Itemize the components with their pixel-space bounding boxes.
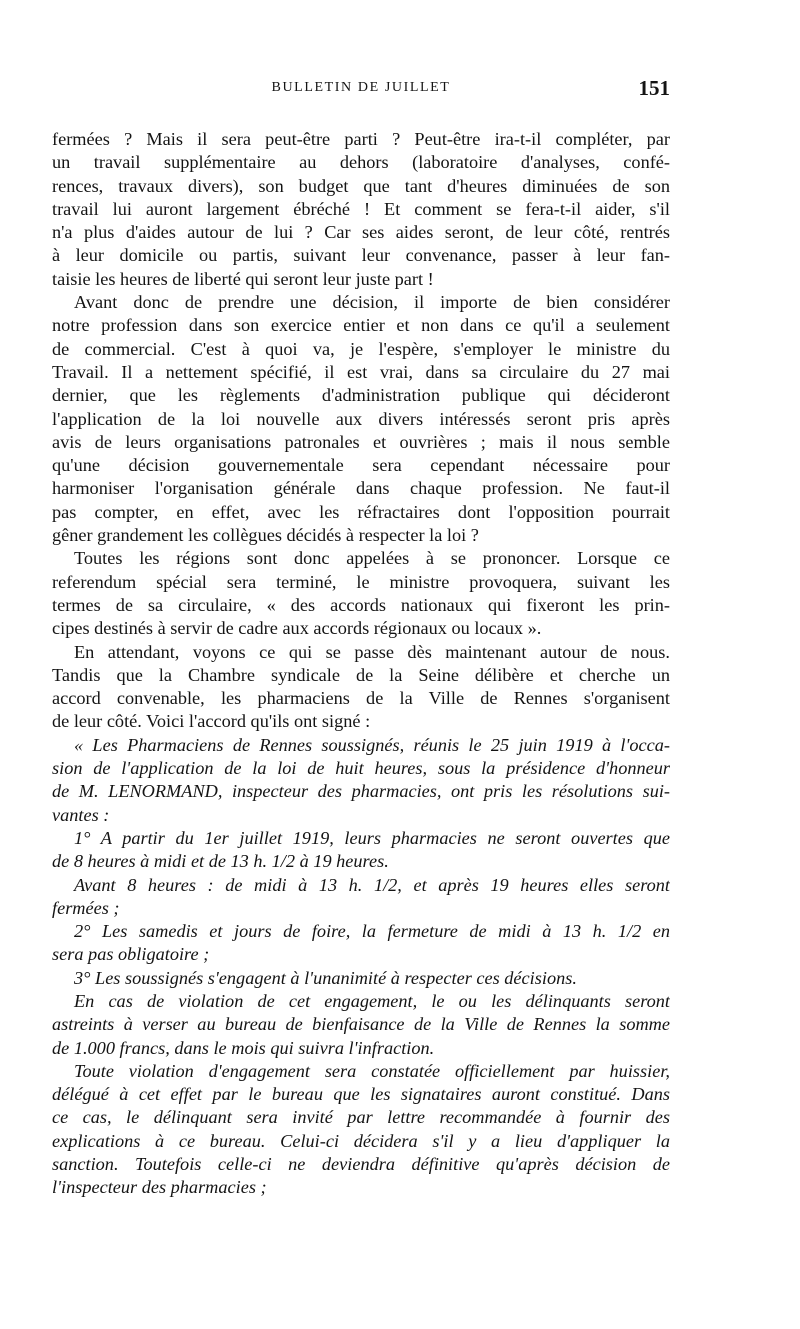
text-line: accord convenable, les pharmaciens de la Ville de Rennes s'organisent xyxy=(52,688,670,709)
quoted-text-line: délégué à cet effet par le bureau que les signataires auront constitué. Dans xyxy=(52,1084,670,1105)
text-line: avis de leurs organisations patronales et ouvrières ; mais il nous semble xyxy=(52,431,670,452)
text-line: de commercial. C'est à quoi va, je l'espère, s'employer le ministre du xyxy=(52,338,670,359)
quoted-text-line: ce cas, le délinquant sera invité par lettre recommandée à fournir des xyxy=(52,1107,670,1128)
quoted-text-line: sion de l'application de la loi de huit heures, sous la présidence d'honneur xyxy=(52,758,670,779)
quoted-text-line: Avant 8 heures : de midi à 13 h. 1/2, et après 19 heures elles seront xyxy=(74,874,670,895)
quoted-text-line: fermées ; xyxy=(52,897,120,918)
quoted-text-line: Toute violation d'engagement sera constatée officiellement par huissier, xyxy=(74,1060,670,1081)
running-header xyxy=(52,76,670,102)
text-line: Tandis que la Chambre syndicale de la Seine délibère et cherche un xyxy=(52,664,670,685)
text-line: En attendant, voyons ce qui se passe dès maintenant autour de nous. xyxy=(74,641,670,662)
text-line: gêner grandement les collègues décidés à respecter la loi ? xyxy=(52,525,479,546)
text-line: rences, travaux divers), son budget que tant d'heures diminuées de son xyxy=(52,175,670,196)
quoted-text-line: 1° A partir du 1er juillet 1919, leurs pharmacies ne seront ouvertes que xyxy=(74,827,670,848)
text-line: harmoniser l'organisation générale dans chaque profession. Ne faut-il xyxy=(52,478,670,499)
running-title: BULLETIN DE JUILLET xyxy=(271,80,451,95)
text-line: pas compter, en effet, avec les réfractaires dont l'opposition pourrait xyxy=(52,501,670,522)
quoted-text-line: En cas de violation de cet engagement, le ou les délinquants seront xyxy=(74,990,670,1011)
quoted-text-line: « Les Pharmaciens de Rennes soussignés, réunis le 25 juin 1919 à l'occa- xyxy=(74,734,670,755)
text-line: Avant donc de prendre une décision, il importe de bien considérer xyxy=(74,292,670,313)
body-text xyxy=(52,128,670,1200)
quoted-text-line: de 8 heures à midi et de 13 h. 1/2 à 19 heures. xyxy=(52,851,389,872)
page-number: 151 xyxy=(638,76,670,100)
text-line: fermées ? Mais il sera peut-être parti ? Peut-être ira-t-il compléter, par xyxy=(52,129,670,149)
text-line: cipes destinés à servir de cadre aux accords régionaux ou locaux ». xyxy=(52,618,542,639)
quoted-text-line: l'inspecteur des pharmacies ; xyxy=(52,1177,267,1198)
quoted-text-line: de 1.000 francs, dans le mois qui suivra l'infraction. xyxy=(52,1037,435,1058)
quoted-text-line: de M. LENORMAND, inspecteur des pharmacies, ont pris les résolutions sui- xyxy=(52,781,670,802)
text-line: de leur côté. Voici l'accord qu'ils ont signé : xyxy=(52,711,371,732)
text-line: l'application de la loi nouvelle aux divers intéressés seront pris après xyxy=(52,408,670,429)
text-line: à leur domicile ou partis, suivant leur convenance, passer à leur fan- xyxy=(52,245,670,266)
quoted-text-line: explications à ce bureau. Celui-ci décidera s'il y a lieu d'appliquer la xyxy=(52,1130,670,1151)
text-line: n'a plus d'aides autour de lui ? Car ses aides seront, de leur côté, rentrés xyxy=(52,222,670,243)
quoted-text-line: sera pas obligatoire ; xyxy=(52,944,210,965)
quoted-text-line: 3° Les soussignés s'engagent à l'unanimité à respecter ces décisions. xyxy=(74,967,577,988)
text-line: un travail supplémentaire au dehors (laboratoire d'analyses, confé- xyxy=(52,152,670,173)
quoted-text-line: astreints à verser au bureau de bienfaisance de la Ville de Rennes la somme xyxy=(52,1014,670,1035)
text-line: dernier, que les règlements d'administration publique qui décideront xyxy=(52,385,670,406)
text-line: referendum spécial sera terminé, le ministre provoquera, suivant les xyxy=(52,571,670,592)
quoted-text-line: vantes : xyxy=(52,804,110,825)
quoted-text-line: 2° Les samedis et jours de foire, la fermeture de midi à 13 h. 1/2 en xyxy=(74,921,670,942)
text-line: termes de sa circulaire, « des accords nationaux qui fixeront les prin- xyxy=(52,594,670,615)
text-line: notre profession dans son exercice entier et non dans ce qu'il a seulement xyxy=(52,315,670,336)
text-line: Travail. Il a nettement spécifié, il est vrai, dans sa circulaire du 27 mai xyxy=(52,361,670,382)
text-line: taisie les heures de liberté qui seront leur juste part ! xyxy=(52,268,434,289)
text-line: travail lui auront largement ébréché ! Et comment se fera-t-il aider, s'il xyxy=(52,198,670,219)
text-line: Toutes les régions sont donc appelées à se prononcer. Lorsque ce xyxy=(74,548,670,569)
text-line: qu'une décision gouvernementale sera cependant nécessaire pour xyxy=(52,455,670,476)
quoted-text-line: sanction. Toutefois celle-ci ne deviendra définitive qu'après décision de xyxy=(52,1154,670,1175)
